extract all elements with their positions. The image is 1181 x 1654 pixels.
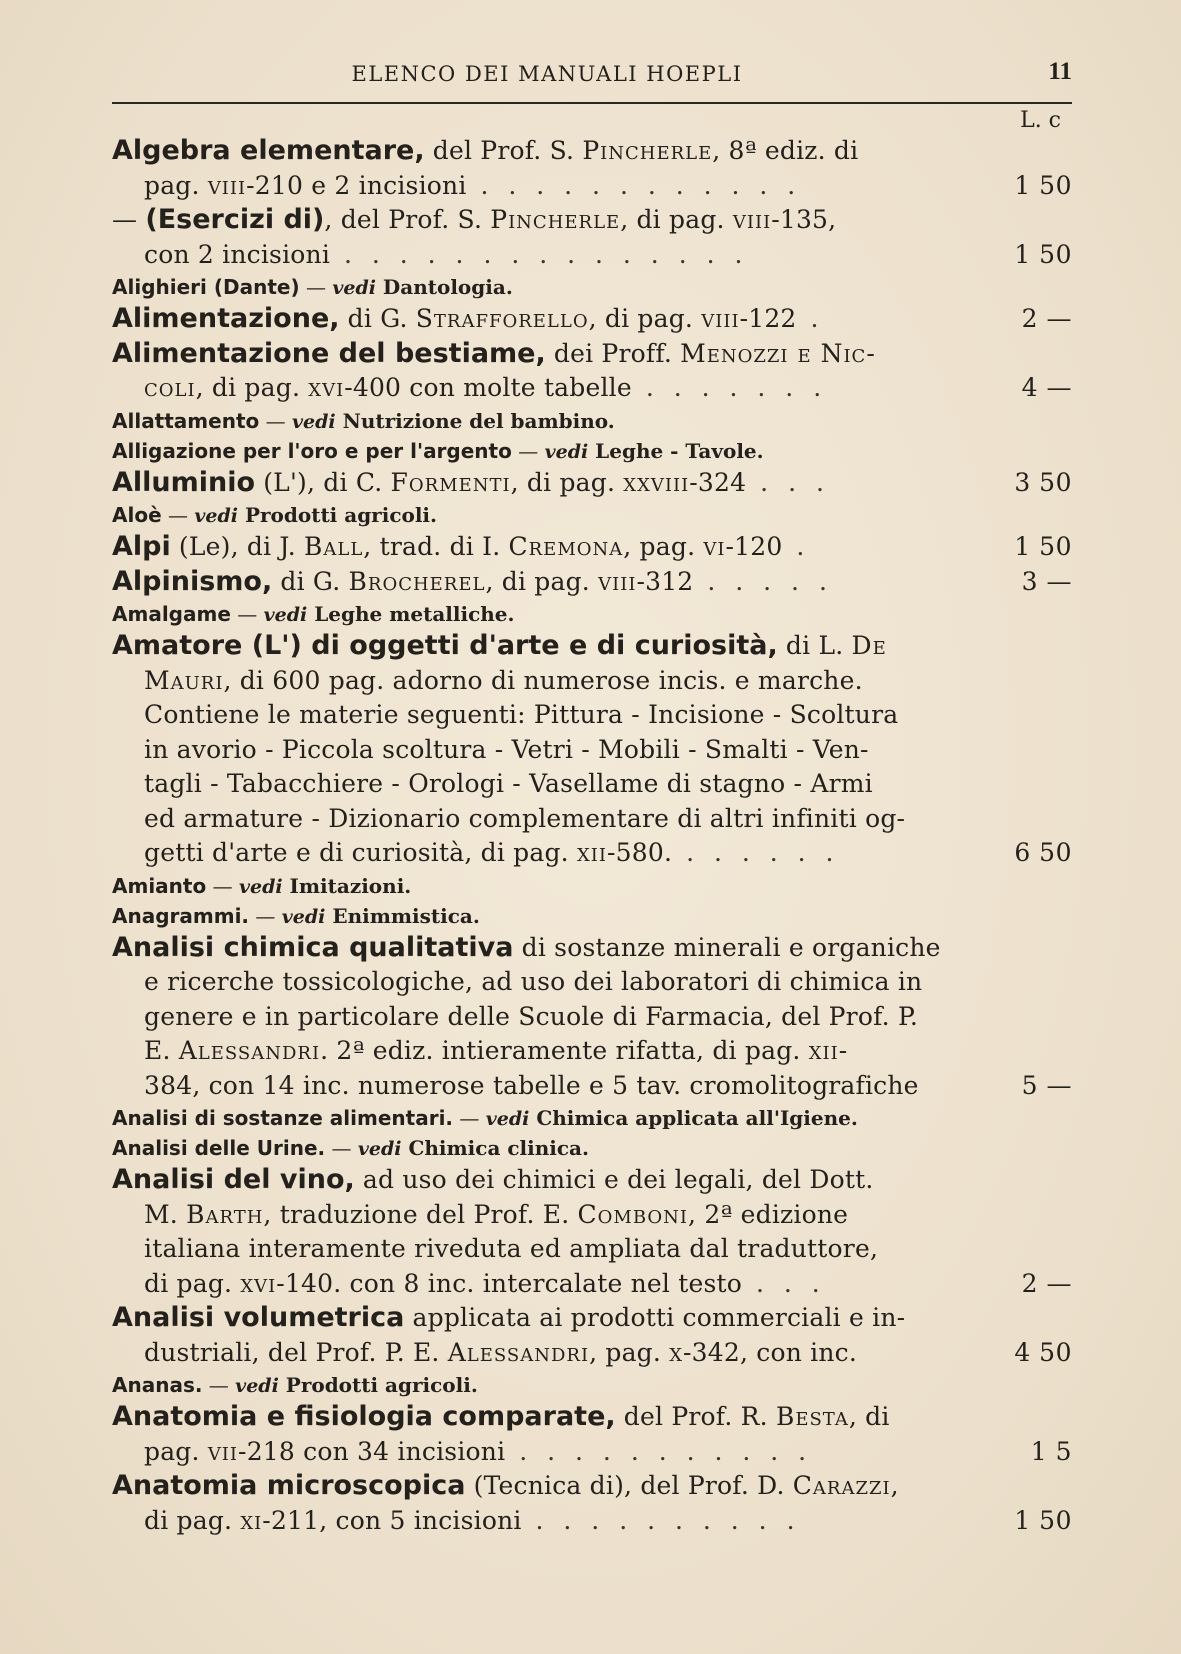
entry-continuation-line bbox=[112, 767, 1072, 802]
entry-text: -135, bbox=[771, 205, 837, 234]
entry-headword: Alpinismo, bbox=[112, 565, 273, 597]
entry-text: (L'), di C. bbox=[255, 467, 391, 497]
xref-dash: — bbox=[325, 1136, 358, 1160]
dot-leader: . bbox=[782, 532, 811, 561]
author-name: De bbox=[851, 631, 887, 660]
entry-continuation-line bbox=[112, 1034, 1072, 1069]
manual-listing bbox=[112, 134, 1072, 1538]
cross-reference bbox=[112, 1133, 1072, 1163]
entry-price: 4 50 bbox=[1014, 1337, 1072, 1367]
entry-text: , di pag. bbox=[485, 566, 599, 596]
author-name: viii bbox=[598, 566, 637, 596]
entry-continuation-line bbox=[112, 733, 1072, 768]
catalog-entry bbox=[112, 931, 1072, 1104]
dot-leader: . . . . . . . . . . . bbox=[505, 1436, 813, 1466]
entry-headword: (Esercizi di) bbox=[145, 204, 325, 235]
xref-vedi: vedi bbox=[263, 604, 308, 626]
entry-headword: Algebra elementare, bbox=[112, 135, 425, 166]
entry-continuation-line bbox=[112, 836, 1072, 871]
entry-text: 384, con 14 inc. numerose tabelle e 5 tav. cromolitografiche bbox=[144, 1070, 919, 1100]
catalog-entry bbox=[112, 466, 1072, 501]
entry-text: , di pag. bbox=[620, 205, 733, 234]
entry-continuation-line bbox=[112, 1232, 1072, 1267]
entry-first-line bbox=[112, 565, 1072, 600]
entry-text: (Tecnica di), del Prof. D. bbox=[465, 1471, 793, 1500]
running-head bbox=[112, 58, 1072, 94]
entry-text: , del Prof. S. bbox=[324, 205, 491, 234]
author-name: Formenti bbox=[390, 467, 511, 497]
author-name: xvi bbox=[308, 373, 345, 402]
dot-leader: . . . . . . . bbox=[631, 373, 828, 402]
entry-text: e ricerche tossicologiche, ad uso dei laboratori di chimica in bbox=[144, 967, 923, 996]
xref-vedi: vedi bbox=[357, 1138, 402, 1160]
xref-headword: Ananas. bbox=[112, 1373, 203, 1397]
entry-first-line bbox=[112, 337, 1072, 372]
entry-text: dustriali, del Prof. P. E. bbox=[144, 1337, 448, 1367]
entry-continuation-line bbox=[112, 1000, 1072, 1035]
xref-target: Leghe - Tavole. bbox=[588, 438, 764, 463]
catalog-entry bbox=[112, 1301, 1072, 1370]
entry-headword: Alluminio bbox=[112, 466, 256, 498]
entry-first-line bbox=[112, 931, 1072, 966]
author-name: viii bbox=[701, 304, 740, 333]
entry-text: -312 bbox=[636, 566, 694, 596]
dot-leader: . . . . . . . . . . . . bbox=[466, 170, 802, 200]
xref-target: Chimica applicata all'Igiene. bbox=[529, 1106, 858, 1130]
entry-text: , traduzione del Prof. E. bbox=[263, 1199, 578, 1229]
entry-text: del Prof. S. bbox=[424, 136, 583, 165]
author-name: Comboni bbox=[577, 1199, 689, 1229]
xref-headword: Analisi delle Urine. bbox=[112, 1136, 326, 1160]
entry-text: , di pag. bbox=[510, 467, 624, 497]
entry-first-line bbox=[112, 1301, 1072, 1336]
entry-text: getti d'arte e di curiosità, di pag. bbox=[144, 838, 577, 867]
xref-dash: — bbox=[453, 1106, 486, 1130]
entry-text: -324 bbox=[689, 467, 747, 497]
entry-headword: Alpi bbox=[112, 531, 171, 562]
author-name: Menozzi e Nic- bbox=[680, 338, 876, 368]
entry-price: 1 50 bbox=[1014, 532, 1072, 561]
catalog-entry bbox=[112, 565, 1072, 600]
xref-target: Prodotti agricoli. bbox=[278, 1373, 478, 1397]
entry-text: di G. bbox=[272, 566, 349, 596]
entry-headword: Anatomia e fisiologia comparate, bbox=[112, 1401, 616, 1432]
xref-dash: — bbox=[230, 602, 264, 626]
cross-reference bbox=[112, 500, 1072, 530]
entry-text: - bbox=[838, 1036, 848, 1065]
entry-first-line bbox=[112, 302, 1072, 337]
catalog-entry bbox=[112, 1163, 1072, 1301]
entry-first-line bbox=[112, 203, 1072, 238]
author-name: Cremona bbox=[508, 532, 624, 561]
entry-text: Contiene le materie seguenti: Pittura - Incisione - Scoltura bbox=[144, 700, 899, 729]
entry-text: , di 600 pag. adorno di numerose incis. e marche. bbox=[223, 665, 863, 695]
catalog-entry bbox=[112, 134, 1072, 272]
entry-continuation-line bbox=[112, 1336, 1072, 1371]
xref-dash: — bbox=[511, 438, 545, 463]
author-name: Pincherle bbox=[582, 136, 713, 165]
entry-price: 4 — bbox=[1021, 373, 1072, 402]
xref-dash: — bbox=[161, 503, 195, 527]
entry-headword: Analisi del vino, bbox=[112, 1164, 355, 1195]
entry-text: -218 con 34 incisioni bbox=[238, 1436, 506, 1466]
entry-text: italiana interamente riveduta ed ampliata dal traduttore, bbox=[144, 1234, 879, 1263]
entry-price: 3 — bbox=[1021, 566, 1072, 596]
xref-headword: Amalgame bbox=[112, 602, 231, 626]
entry-price: 1 5 bbox=[1030, 1436, 1072, 1466]
entry-text: di L. bbox=[777, 631, 852, 660]
entry-text: di pag. bbox=[144, 1505, 241, 1535]
entry-text: M. bbox=[144, 1199, 187, 1229]
dot-leader: . . . bbox=[746, 467, 830, 497]
catalog-entry bbox=[112, 629, 1072, 871]
xref-target: Enimmistica. bbox=[325, 903, 480, 928]
entry-text: applicata ai prodotti commerciali e in- bbox=[404, 1303, 906, 1332]
running-title: ELENCO DEI MANUALI HOEPLI bbox=[351, 62, 743, 86]
author-name: Brocherel bbox=[348, 566, 486, 596]
entry-price: 3 50 bbox=[1014, 467, 1072, 497]
cross-reference bbox=[112, 406, 1072, 436]
catalog-entry bbox=[112, 1469, 1072, 1538]
entry-text: , di bbox=[848, 1402, 890, 1431]
catalog-entry bbox=[112, 530, 1072, 565]
author-name: Ball bbox=[304, 532, 364, 561]
catalog-entry bbox=[112, 302, 1072, 337]
entry-first-line bbox=[112, 1400, 1072, 1435]
xref-target: Chimica clinica. bbox=[401, 1136, 589, 1160]
author-name: xvi bbox=[240, 1268, 277, 1298]
xref-headword: Alighieri (Dante) bbox=[112, 275, 300, 299]
entry-text: , pag. bbox=[589, 1337, 670, 1367]
author-name: viii bbox=[207, 170, 247, 200]
entry-text: -122 bbox=[739, 304, 797, 333]
author-name: vi bbox=[703, 532, 726, 561]
entry-continuation-line bbox=[112, 238, 1072, 273]
entry-text: dei Proff. bbox=[545, 338, 681, 368]
entry-continuation-line bbox=[112, 664, 1072, 699]
entry-text: . 2ª ediz. intieramente rifatta, di pag. bbox=[320, 1036, 809, 1065]
entry-text: -211, con 5 incisioni bbox=[262, 1505, 522, 1535]
catalog-entry bbox=[112, 337, 1072, 406]
author-name: Strafforello bbox=[415, 304, 589, 333]
entry-continuation-line bbox=[112, 371, 1072, 406]
entry-text: -120 bbox=[725, 532, 783, 561]
entry-continuation-line bbox=[112, 698, 1072, 733]
author-name: vii bbox=[207, 1436, 239, 1466]
author-name: Alessandri bbox=[447, 1337, 590, 1367]
entry-text: pag. bbox=[144, 170, 208, 200]
xref-target: Dantologia. bbox=[375, 275, 513, 299]
catalog-entry bbox=[112, 1400, 1072, 1469]
header-rule bbox=[112, 102, 1072, 104]
xref-headword: Alligazione per l'oro e per l'argento bbox=[112, 438, 512, 463]
xref-headword: Analisi di sostanze alimentari. bbox=[112, 1106, 454, 1130]
author-name: coli bbox=[144, 373, 196, 402]
entry-text: E. bbox=[144, 1036, 179, 1065]
entry-headword: Anatomia microscopica bbox=[112, 1470, 466, 1501]
xref-headword: Amianto bbox=[112, 873, 207, 898]
entry-headword: Alimentazione, bbox=[112, 303, 340, 334]
entry-price: 2 — bbox=[1021, 304, 1072, 333]
author-name: Barth bbox=[186, 1199, 264, 1229]
xref-vedi: vedi bbox=[485, 1108, 530, 1130]
xref-vedi: vedi bbox=[235, 1375, 279, 1397]
page-number: 11 bbox=[1048, 58, 1072, 85]
xref-vedi: vedi bbox=[332, 277, 376, 299]
author-name: viii bbox=[732, 205, 772, 234]
entry-text: genere e in particolare delle Scuole di Farmacia, del Prof. P. bbox=[144, 1001, 919, 1031]
entry-text: , pag. bbox=[623, 532, 704, 561]
entry-first-line bbox=[112, 629, 1072, 664]
author-name: Pincherle bbox=[490, 205, 621, 234]
entry-headword: Amatore (L') di oggetti d'arte e di curiosità, bbox=[112, 630, 778, 661]
xref-dash: — bbox=[259, 408, 292, 433]
entry-text: del Prof. R. bbox=[615, 1402, 776, 1431]
xref-dash: — bbox=[249, 903, 282, 928]
entry-text: tagli - Tabacchiere - Orologi - Vasellame di stagno - Armi bbox=[144, 769, 873, 798]
dot-leader: . . . . . . . . . . bbox=[521, 1505, 801, 1535]
entry-text: ed armature - Dizionario complementare di altri infiniti og- bbox=[144, 803, 906, 833]
entry-text: , di pag. bbox=[588, 304, 702, 333]
dot-leader: . . . . . . bbox=[672, 838, 840, 867]
entry-text: di sostanze minerali e organiche bbox=[513, 932, 941, 962]
xref-headword: Allattamento bbox=[112, 408, 260, 433]
xref-dash: — bbox=[299, 275, 333, 299]
entry-price: 5 — bbox=[1021, 1070, 1072, 1100]
cross-reference bbox=[112, 871, 1072, 901]
entry-price: 1 50 bbox=[1014, 239, 1072, 269]
cross-reference bbox=[112, 599, 1072, 629]
xref-dash: — bbox=[202, 1373, 236, 1397]
author-name: Besta bbox=[775, 1402, 849, 1431]
author-name: xii bbox=[576, 838, 608, 867]
xref-dash: — bbox=[206, 873, 239, 898]
author-name: Mauri bbox=[144, 665, 224, 695]
xref-target: Imitazioni. bbox=[282, 873, 412, 898]
cross-reference bbox=[112, 1103, 1072, 1133]
entry-text: pag. bbox=[144, 1436, 208, 1466]
dot-leader: . . . . . bbox=[693, 566, 833, 596]
entry-continuation-line bbox=[112, 965, 1072, 1000]
entry-text: (Le), di J. bbox=[170, 532, 304, 561]
xref-vedi: vedi bbox=[194, 505, 238, 527]
author-name: xi bbox=[240, 1505, 263, 1535]
entry-text: ad uso dei chimici e dei legali, del Dott. bbox=[354, 1165, 874, 1194]
entry-first-line bbox=[112, 1469, 1072, 1504]
entry-continuation-line bbox=[112, 802, 1072, 837]
entry-text: , bbox=[890, 1471, 899, 1500]
entry-text: — bbox=[112, 205, 146, 234]
xref-target: Prodotti agricoli. bbox=[238, 503, 437, 527]
xref-headword: Anagrammi. bbox=[112, 903, 250, 928]
dot-leader: . . . bbox=[742, 1268, 826, 1298]
xref-target: Leghe metalliche. bbox=[307, 602, 515, 626]
entry-text: in avorio - Piccola scoltura - Vetri - Mobili - Smalti - Ven- bbox=[144, 734, 869, 764]
cross-reference bbox=[112, 436, 1072, 466]
entry-price: 6 50 bbox=[1014, 838, 1072, 867]
entry-continuation-line bbox=[112, 1267, 1072, 1302]
entry-text: con 2 incisioni bbox=[144, 239, 331, 269]
entry-first-line bbox=[112, 134, 1072, 169]
entry-text: -140. con 8 inc. intercalate nel testo bbox=[276, 1268, 742, 1298]
xref-vedi: vedi bbox=[544, 440, 589, 463]
entry-text: , di pag. bbox=[195, 373, 309, 402]
xref-vedi: vedi bbox=[281, 905, 326, 928]
author-name: Alessandri bbox=[178, 1036, 321, 1065]
author-name: xxviii bbox=[623, 467, 690, 497]
cross-reference bbox=[112, 901, 1072, 931]
entry-text: -580. bbox=[607, 838, 673, 867]
entry-headword: Analisi chimica qualitativa bbox=[112, 931, 514, 963]
entry-text: , 8ª ediz. di bbox=[712, 136, 859, 165]
entry-text: di pag. bbox=[144, 1268, 241, 1298]
entry-first-line bbox=[112, 466, 1072, 501]
author-name: x bbox=[669, 1337, 684, 1367]
entry-continuation-line bbox=[112, 1504, 1072, 1539]
entry-first-line bbox=[112, 530, 1072, 565]
xref-vedi: vedi bbox=[238, 875, 283, 898]
xref-vedi: vedi bbox=[291, 410, 336, 433]
entry-headword: Analisi volumetrica bbox=[112, 1302, 405, 1333]
dot-leader: . bbox=[796, 304, 825, 333]
entry-text: di G. bbox=[339, 304, 416, 333]
dot-leader: . . . . . . . . . . . . . . . bbox=[330, 239, 749, 269]
entry-price: 1 50 bbox=[1014, 170, 1072, 200]
entry-first-line bbox=[112, 1163, 1072, 1198]
author-name: xii bbox=[808, 1036, 839, 1065]
currency-label: L. c bbox=[1020, 108, 1061, 133]
xref-target: Nutrizione del bambino. bbox=[335, 408, 615, 433]
author-name: Carazzi bbox=[792, 1471, 891, 1500]
entry-headword: Alimentazione del bestiame, bbox=[112, 337, 546, 369]
entry-text: , 2ª edizione bbox=[688, 1199, 849, 1229]
entry-text: -210 e 2 incisioni bbox=[246, 170, 467, 200]
entry-text: -400 con molte tabelle bbox=[344, 373, 632, 402]
entry-continuation-line bbox=[112, 1435, 1072, 1470]
entry-text: , trad. di I. bbox=[363, 532, 509, 561]
entry-continuation-line bbox=[112, 1198, 1072, 1233]
entry-text: -342, con inc. bbox=[683, 1337, 858, 1367]
entry-continuation-line bbox=[112, 1069, 1072, 1104]
entry-price: 2 — bbox=[1021, 1268, 1072, 1298]
entry-price: 1 50 bbox=[1014, 1505, 1072, 1535]
cross-reference bbox=[112, 272, 1072, 302]
entry-continuation-line bbox=[112, 169, 1072, 204]
xref-headword: Aloè bbox=[112, 503, 162, 527]
cross-reference bbox=[112, 1370, 1072, 1400]
